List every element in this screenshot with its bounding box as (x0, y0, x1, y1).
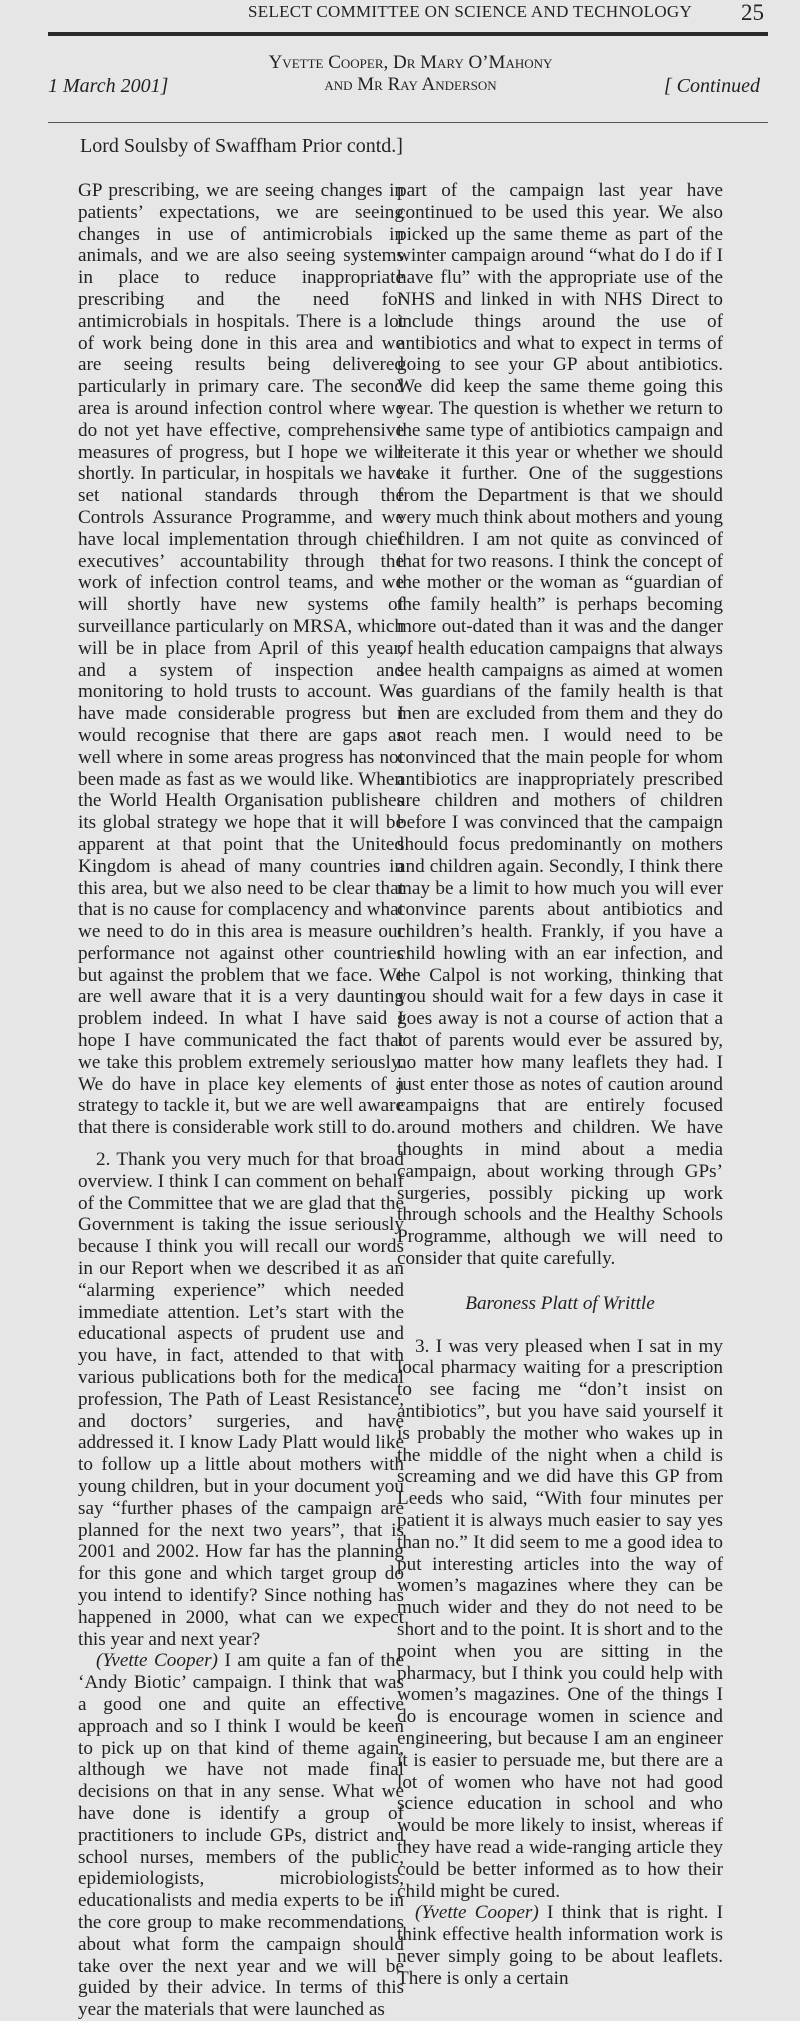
witness-names (258, 52, 563, 96)
continued-label: [ Continued (663, 75, 760, 97)
running-title: SELECT COMMITTEE ON SCIENCE AND TECHNOLOGY (248, 2, 693, 21)
right-paragraph-3-text: I think that is right. I think effective health information work is never simply going to be about leaflets. There is only a certain (397, 1902, 724, 1989)
witness-names-line-2: and Mr Ray Anderson (324, 74, 497, 95)
right-paragraph-1: part of the campaign last year have continued to be used this year. We also picked up the same theme as part of the winter campaign around “what do I do if I have flu” with the appropriate use of the NHS and linked in with NHS Direct to include things around the use of antibiotics and what to expect in terms of going to see your GP about antibiotics. We did keep the same theme going this year. The question is whether we return to the same type of antibiotics campaign and reiterate it this year or whether we should take it further. One of the suggestions from the Department is that we should very much think about mothers and young children. I am not quite as convinced of that for two reasons. I think the concept of the mother or the woman as “guardian of the family health” is perhaps becoming more out-dated than it was and the danger of health education campaigns that always see health campaigns as aimed at women as guardians of the family health is that men are excluded from them and they do not reach men. I would need to be convinced that the main people for whom antibiotics are inappropriately prescribed are children and mothers of children before I was convinced that the campaign should focus predominantly on mothers and children again. Secondly, I think there may be a limit to how much you will ever convince parents about antibiotics and children’s health. Frankly, if you have a child howling with an ear infection, and the Calpol is not working, thinking that you should wait for a few days in case it goes away is not a course of action that a lot of parents would ever be assured by, no matter how many leaflets they had. I just enter those as notes of caution around campaigns that are entirely focused around mothers and children. We have thoughts in mind about a media campaign, about working through GPs’ surgeries, possibly picking up work through schools and the Healthy Schools Programme, although we will need to consider that quite carefully. (397, 180, 723, 1270)
header-divider (48, 122, 768, 123)
right-column (397, 180, 723, 1990)
speaker-subheading: Baroness Platt of Writtle (465, 1292, 655, 1314)
right-paragraph-2: 3. I was very pleased when I sat in my local pharmacy waiting for a prescription to see facing me “don’t insist on antibiotics”, but you have said yourself it is probably the mother who wakes up in the middle of the night when a child is screaming and we did have this GP from Leeds who said, “With four minutes per patient it is always much easier to say yes than no.” It did seem to me a good idea to put interesting articles into the way of women’s magazines where they can be much wider and they do not need to be short and to the point. It is short and to the point when you are sitting in the pharmacy, but I think you could help with women’s magazines. One of the things I do is encourage women in science and engineering, but because I am an engineer it is easier to persuade me, but there are a lot of women who have not had good science education in school and who would be more likely to insist, whereas if they have read a wide-ranging article they could be better informed as to how their child might be cured. (397, 1335, 723, 1902)
right-paragraph-3 (397, 1902, 723, 1989)
left-paragraph-3 (78, 1650, 404, 2021)
left-paragraph-1: GP prescribing, we are seeing changes in patients’ expectations, we are seeing changes in use of antimicrobials in animals, and we are also seeing systems in place to reduce inappropriate prescribing and the need for antimicrobials in hospitals. There is a lot of work being done in this area and we are seeing results being delivered particularly in primary care. The second area is around infection control where we do not yet have effective, comprehensive measures of progress, but I hope we will shortly. In particular, in hospitals we have set national standards through the Controls Assurance Programme, and we have local implementation through chief executives’ accountability through the work of infection control teams, and we will shortly have new systems of surveillance particularly on MRSA, which will be in place from April of this year, and a system of inspection and monitoring to hold trusts to account. We have made considerable progress but I would recognise that there are gaps as well where in some areas progress has not been made as fast as we would like. When the World Health Organisation publishes its global strategy we hope that it will be apparent at that point that the United Kingdom is ahead of many countries in this area, but we also need to be clear that that is no cause for complacency and what we need to do in this area is measure our performance not against other countries but against the problem that we face. We are well aware that it is a very daunting problem indeed. In what I have said I hope I have communicated the fact that we take this problem extremely seriously. We do have in place key elements of a strategy to tackle it, but we are well aware that there is considerable work still to do. (78, 180, 404, 1139)
top-rule (48, 32, 768, 36)
left-column (78, 180, 404, 2021)
page-number: 25 (741, 0, 764, 25)
left-paragraph-3-speaker: (Yvette Cooper) (96, 1650, 218, 1672)
witness-names-line-1: Yvette Cooper, Dr Mary O’Mahony (268, 52, 553, 73)
left-paragraph-3-text: I am quite a fan of the ‘Andy Biotic’ campaign. I think that was a good one and quite an effective approach and so I think I would be keen to pick up on that kind of theme again, although we have not made final decisions on that in any sense. What we have done is identify a group of practitioners to include GPs, district and school nurses, members of the public, epidemiologists, microbiologists, educationalists and media experts to be in the core group to make recommendations about what form the campaign should take over the next year and we will be guided by their advice. In terms of this year the materials that were launched as (78, 1650, 404, 2021)
left-paragraph-2: 2. Thank you very much for that broad overview. I think I can comment on behalf of the Committee that we are glad that the Government is taking the issue seriously because I think you will recall our words in our Report when we described it as an “alarming experience” which needed immediate attention. Let’s start with the educational aspects of prudent use and you have, in fact, attended to that with various publications both for the medical profession, The Path of Least Resistance, and doctors’ surgeries, and have addressed it. I know Lady Platt would like to follow up a little about mothers with young children, but in your document you say “further phases of the campaign are planned for the next two years”, that is 2001 and 2002. How far has the planning for this gone and which target group do you intend to identify? Since nothing has happened in 2000, what can we expect this year and next year? (78, 1149, 404, 1650)
running-head (0, 2, 800, 24)
speaker-heading: Lord Soulsby of Swaffham Prior contd.] (80, 135, 403, 157)
right-paragraph-3-speaker: (Yvette Cooper) (415, 1902, 539, 1924)
hearing-date: 1 March 2001] (48, 75, 169, 97)
